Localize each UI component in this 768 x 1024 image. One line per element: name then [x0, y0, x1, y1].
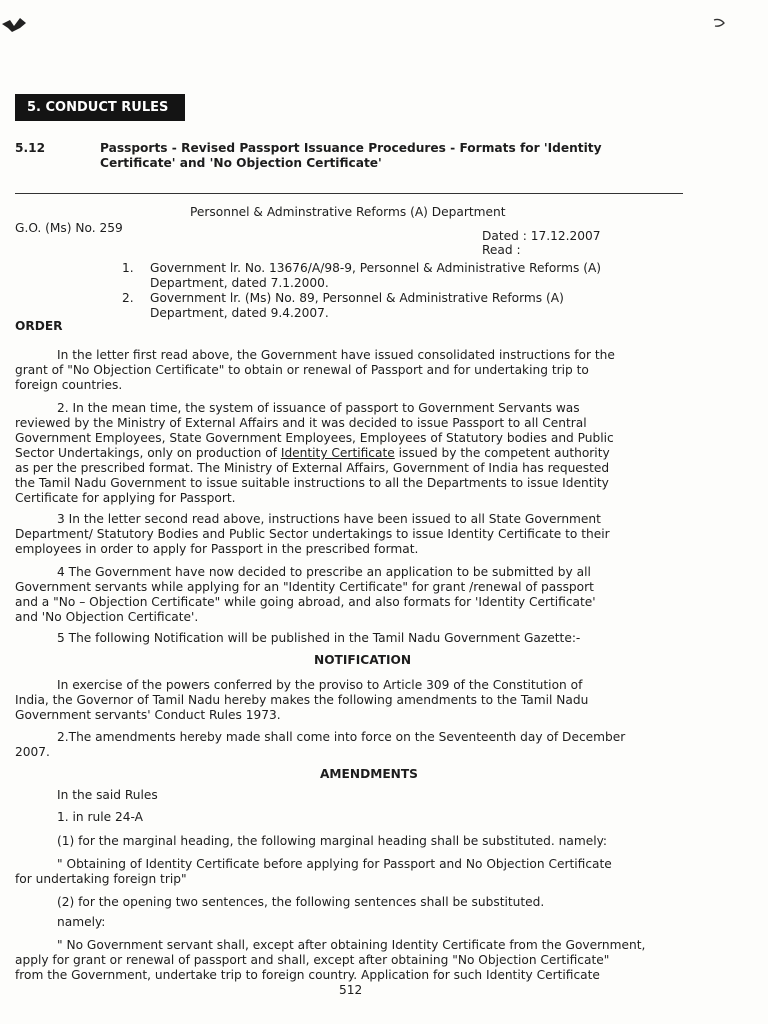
said-rules: In the said Rules	[57, 788, 158, 802]
paragraph-5: 5 The following Notification will be published in the Tamil Nadu Government Gazette:-	[57, 631, 581, 645]
reference-line: Government lr. (Ms) No. 89, Personnel & Administrative Reforms (A)	[150, 291, 564, 305]
go-number: G.O. (Ms) No. 259	[15, 221, 123, 235]
commencement-paragraph	[15, 730, 625, 760]
section-title-line: Passports - Revised Passport Issuance Procedures - Formats for 'Identity	[100, 141, 602, 155]
marginal-heading-quote	[15, 857, 612, 887]
paragraph-line	[15, 446, 614, 461]
page-number: 512	[339, 983, 363, 997]
section-number: 5.12	[15, 141, 46, 155]
paragraph-line: and a "No – Objection Certificate" while going abroad, and also formats for 'Identity Certificate'	[15, 595, 596, 609]
scan-mark-top-right	[712, 14, 728, 26]
paragraph-line: 3 In the letter second read above, instructions have been issued to all State Government	[57, 512, 601, 526]
reference-number: 2.	[122, 291, 134, 305]
paragraph-2	[15, 401, 614, 506]
rule-reference: 1. in rule 24-A	[57, 810, 143, 824]
header-divider	[15, 193, 683, 194]
paragraph-3	[15, 512, 610, 557]
read-label: Read :	[482, 243, 521, 257]
reference-line: Department, dated 7.1.2000.	[150, 276, 329, 290]
amendment-item-2: (2) for the opening two sentences, the following sentences shall be substituted.	[57, 895, 545, 909]
dated: Dated : 17.12.2007	[482, 229, 601, 243]
scan-mark-top-left	[0, 14, 30, 36]
paragraph-line: Certificate for applying for Passport.	[15, 491, 236, 505]
paragraph-4	[15, 565, 596, 625]
paragraph-line: 2. In the mean time, the system of issuance of passport to Government Servants was	[57, 401, 580, 415]
amendment-item-1: (1) for the marginal heading, the following marginal heading shall be substituted. namely:	[57, 834, 608, 848]
paragraph-line: foreign countries.	[15, 378, 123, 392]
section-title	[100, 141, 602, 171]
paragraph-line: for undertaking foreign trip"	[15, 872, 187, 886]
paragraph-line: employees in order to apply for Passport in the prescribed format.	[15, 542, 419, 556]
section-header: 5. CONDUCT RULES	[15, 94, 185, 121]
identity-certificate-underlined: Identity Certificate	[280, 446, 395, 460]
section-title-line: Certificate' and 'No Objection Certificate'	[100, 156, 382, 170]
paragraph-line: " Obtaining of Identity Certificate before applying for Passport and No Objection Certificate	[57, 857, 612, 871]
notification-paragraph	[15, 678, 588, 723]
paragraph-line: In exercise of the powers conferred by the proviso to Article 309 of the Constitution of	[57, 678, 583, 692]
paragraph-line: and 'No Objection Certificate'.	[15, 610, 199, 624]
paragraph-line: reviewed by the Ministry of External Affairs and it was decided to issue Passport to all Central	[15, 416, 587, 430]
reference-line: Department, dated 9.4.2007.	[150, 306, 329, 320]
paragraph-line: Government servants while applying for an "Identity Certificate" for grant /renewal of passport	[15, 580, 594, 594]
paragraph-line: Government Employees, State Government Employees, Employees of Statutory bodies and Public	[15, 431, 614, 445]
paragraph-line: India, the Governor of Tamil Nadu hereby makes the following amendments to the Tamil Nadu	[15, 693, 589, 707]
reference-item	[150, 291, 564, 321]
paragraph-1	[15, 348, 615, 393]
paragraph-line: Department/ Statutory Bodies and Public Sector undertakings to issue Identity Certificate to their	[15, 527, 610, 541]
paragraph-line: Government servants' Conduct Rules 1973.	[15, 708, 281, 722]
paragraph-line: grant of "No Objection Certificate" to obtain or renewal of Passport and for undertaking trip to	[15, 363, 589, 377]
reference-line: Government lr. No. 13676/A/98-9, Personnel & Administrative Reforms (A)	[150, 261, 602, 275]
amendments-heading: AMENDMENTS	[320, 767, 418, 781]
notification-heading: NOTIFICATION	[314, 653, 412, 667]
paragraph-line: the Tamil Nadu Government to issue suitable instructions to all the Departments to issue Identity	[15, 476, 609, 490]
paragraph-line: In the letter first read above, the Government have issued consolidated instructions for the	[57, 348, 615, 362]
order-heading: ORDER	[15, 319, 63, 333]
reference-number: 1.	[122, 261, 134, 275]
department: Personnel & Adminstrative Reforms (A) Department	[190, 205, 506, 219]
paragraph-line: 2.The amendments hereby made shall come into force on the Seventeenth day of December	[57, 730, 626, 744]
paragraph-text: Sector Undertakings, only on production of	[15, 446, 281, 460]
paragraph-line: " No Government servant shall, except after obtaining Identity Certificate from the Government,	[57, 938, 646, 952]
paragraph-line: 4 The Government have now decided to prescribe an application to be submitted by all	[57, 565, 591, 579]
paragraph-line: apply for grant or renewal of passport and shall, except after obtaining "No Objection Certificate"	[15, 953, 610, 967]
paragraph-line: 2007.	[15, 745, 50, 759]
paragraph-line: as per the prescribed format. The Ministry of External Affairs, Government of India has requested	[15, 461, 610, 475]
paragraph-line: from the Government, undertake trip to foreign country. Application for such Identity Certificate	[15, 968, 600, 982]
paragraph-text: issued by the competent authority	[394, 446, 610, 460]
reference-item	[150, 261, 601, 291]
substituted-sentences	[15, 938, 645, 983]
namely-label: namely:	[57, 915, 106, 929]
